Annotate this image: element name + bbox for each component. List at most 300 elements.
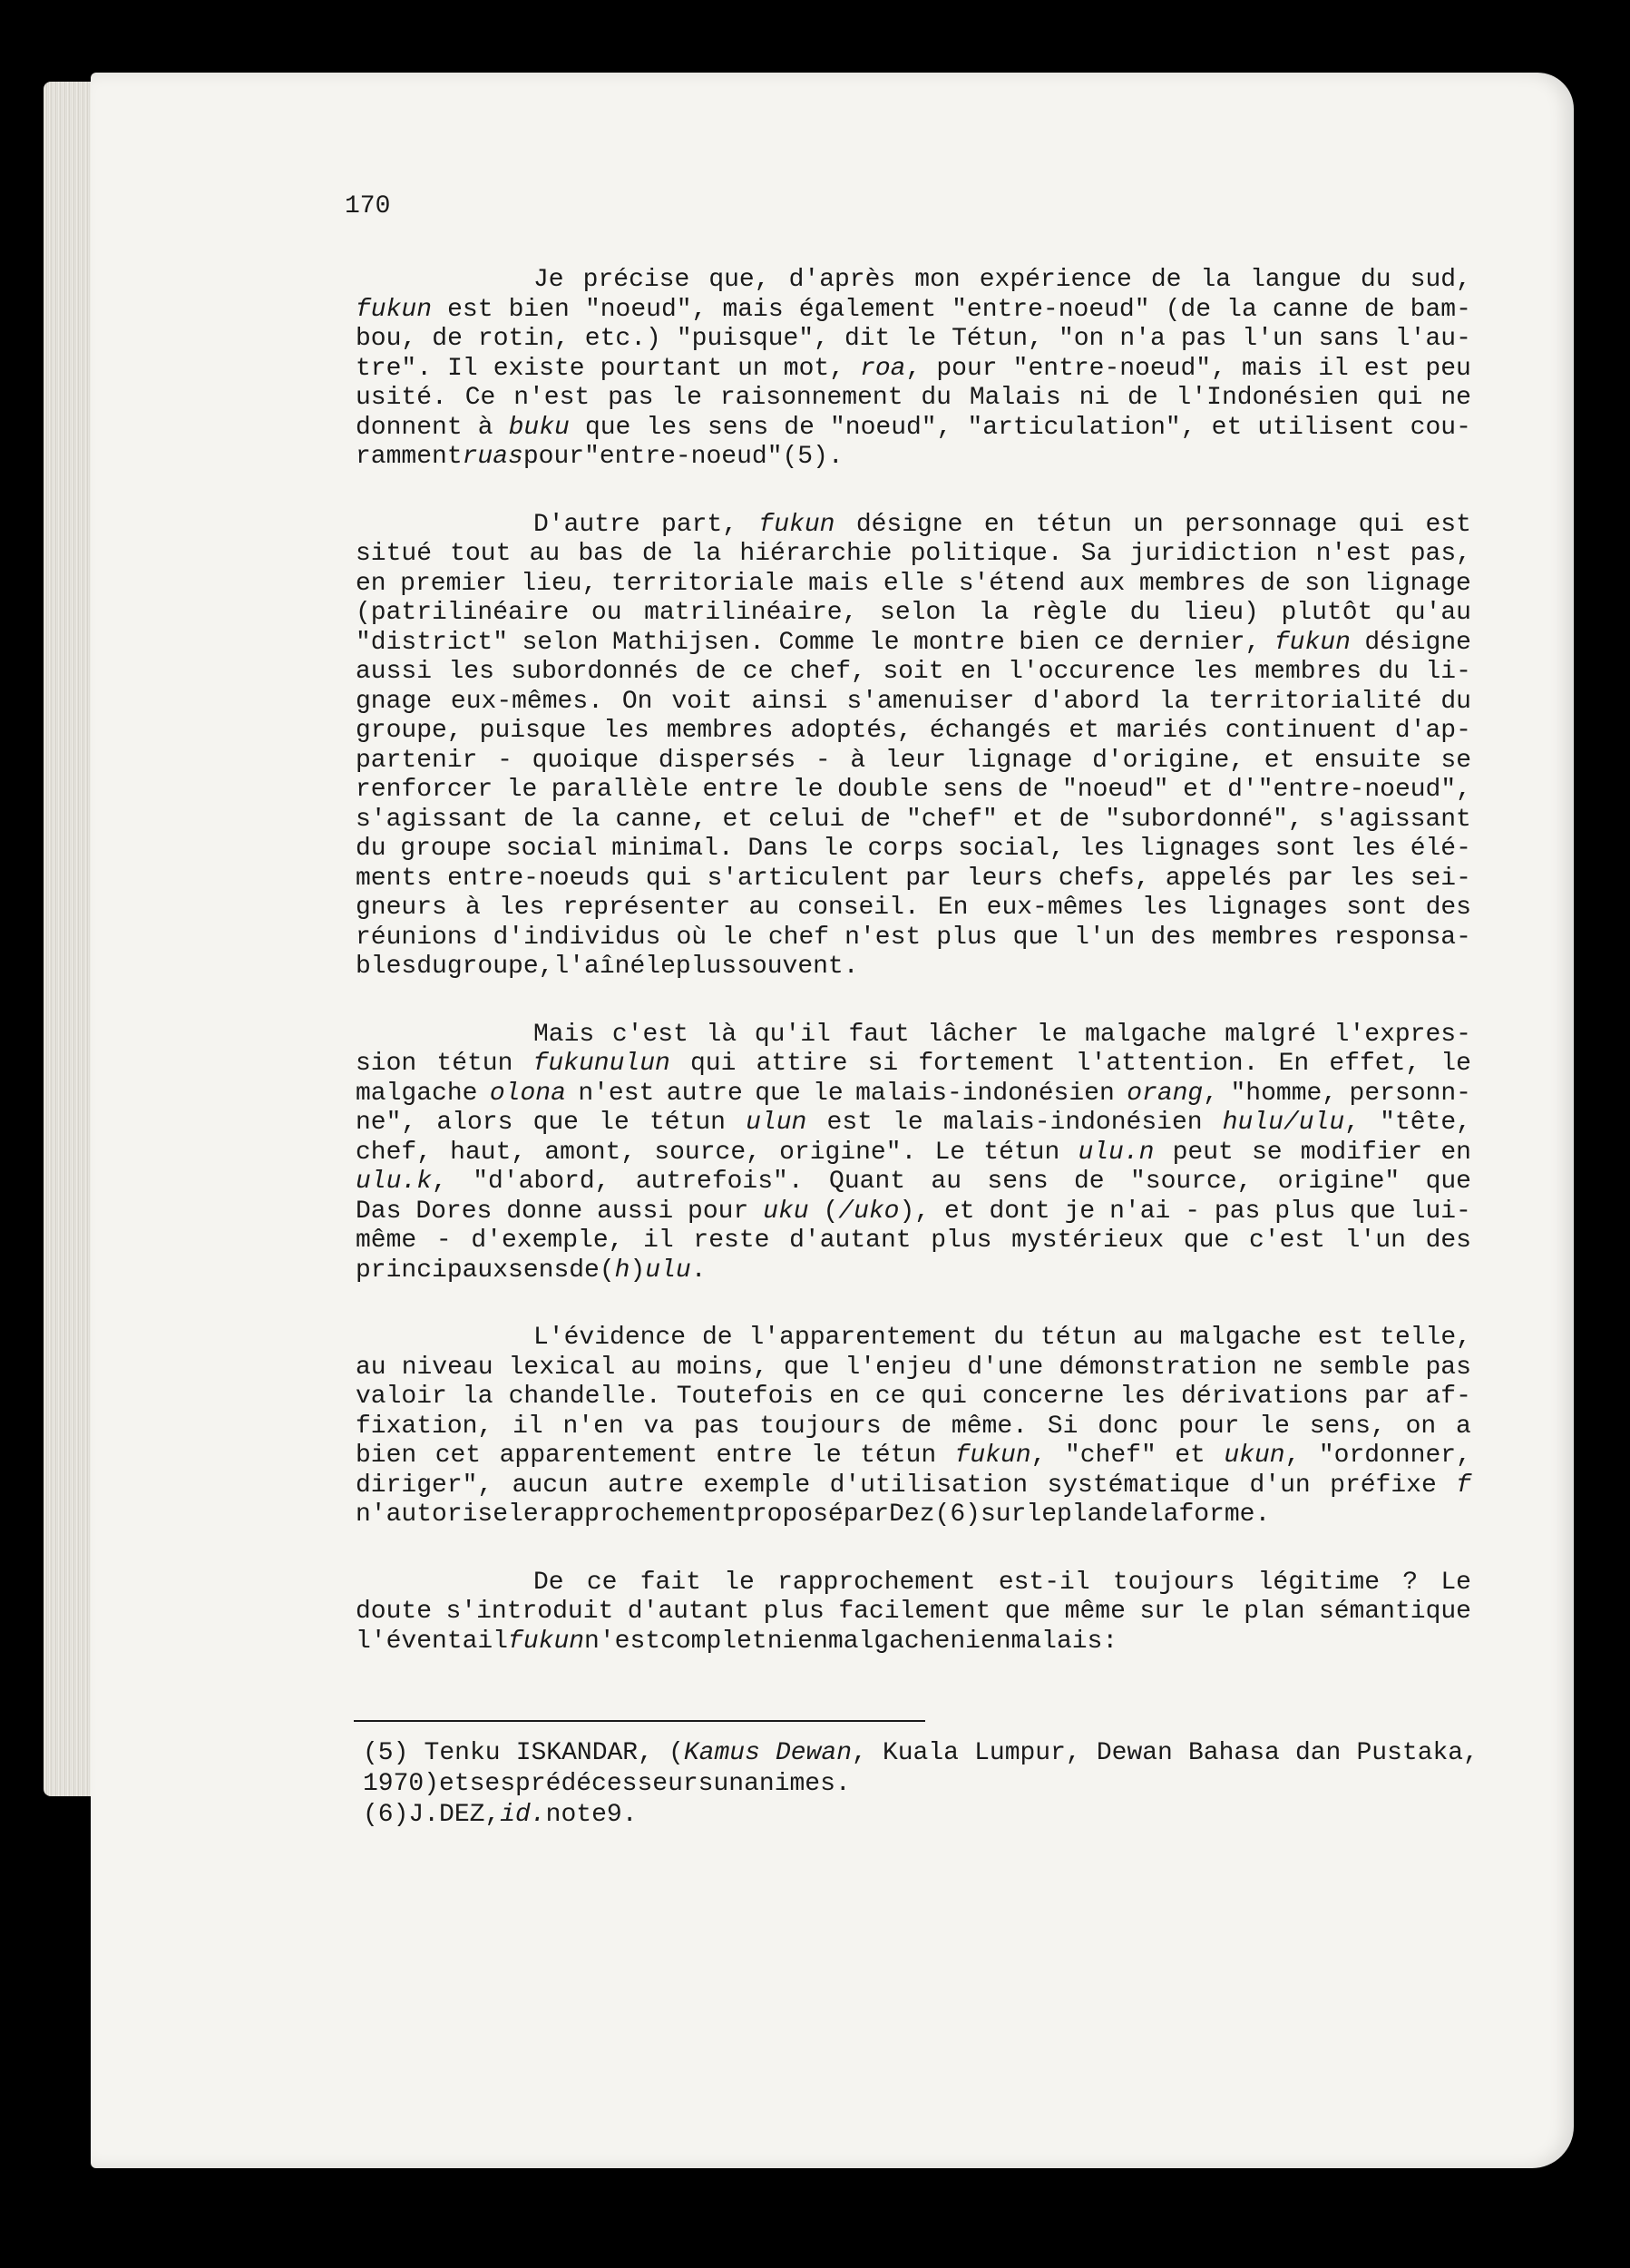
word: gnage bbox=[356, 687, 433, 716]
word: bien bbox=[1019, 628, 1080, 657]
word: aussi bbox=[597, 1197, 674, 1226]
word: Ce bbox=[464, 384, 496, 412]
paragraph-gap bbox=[356, 473, 1471, 511]
word: politique. bbox=[910, 540, 1063, 568]
word: l'au- bbox=[1394, 325, 1471, 353]
word: dérivations bbox=[1181, 1383, 1349, 1411]
word: rapprochement bbox=[777, 1568, 976, 1597]
word: ulu.n bbox=[1078, 1138, 1155, 1167]
word: tout bbox=[450, 540, 512, 568]
text-line bbox=[356, 688, 1471, 718]
word: l'un bbox=[1242, 325, 1303, 353]
word: l'enjeu bbox=[844, 1353, 952, 1382]
word: malais-indonésien bbox=[855, 1079, 1115, 1108]
word: hulu/ulu, bbox=[1222, 1109, 1360, 1137]
word: leurs bbox=[966, 864, 1043, 893]
word: des bbox=[1425, 1227, 1471, 1255]
word: le bbox=[813, 1079, 844, 1108]
word: d'une bbox=[967, 1353, 1044, 1382]
word: fixation, bbox=[356, 1412, 493, 1441]
word: eux-mêmes bbox=[986, 894, 1124, 922]
word: les bbox=[1192, 658, 1238, 686]
text-line bbox=[356, 325, 1471, 355]
word: raisonnement bbox=[719, 384, 903, 412]
word: est bbox=[826, 1109, 873, 1137]
footnote-separator bbox=[354, 1720, 925, 1722]
word: qui bbox=[1377, 384, 1423, 412]
word: rapprochement bbox=[538, 1501, 737, 1529]
word: toujours bbox=[759, 1412, 882, 1441]
word: les bbox=[646, 413, 692, 442]
word: malgache bbox=[356, 1079, 478, 1108]
word: "noeud", bbox=[584, 295, 708, 324]
word: des bbox=[1425, 894, 1471, 922]
paragraph bbox=[356, 511, 1471, 982]
word: entre-noeuds bbox=[447, 864, 630, 893]
word: sur bbox=[1139, 1598, 1186, 1626]
word: af- bbox=[1425, 1383, 1471, 1411]
word: pas bbox=[1180, 325, 1227, 353]
text-line bbox=[356, 1227, 1471, 1256]
word: olona bbox=[489, 1079, 566, 1108]
word: sens bbox=[942, 776, 1004, 804]
word: sémantique bbox=[1318, 1598, 1471, 1626]
word: donc bbox=[1098, 1412, 1159, 1441]
word: que bbox=[532, 1109, 579, 1137]
word: tétun bbox=[983, 1138, 1060, 1167]
word: du bbox=[993, 1324, 1025, 1352]
word: l'un bbox=[1344, 1227, 1406, 1255]
word: selon bbox=[880, 599, 957, 627]
word: Tenku bbox=[424, 1739, 501, 1767]
word: sur bbox=[980, 1501, 1027, 1529]
text-line bbox=[356, 1139, 1471, 1168]
word: malais-indonésien bbox=[942, 1109, 1203, 1137]
word: la bbox=[1158, 687, 1190, 716]
word: apparentement bbox=[499, 1442, 698, 1470]
word: plan bbox=[1244, 1598, 1305, 1626]
word: f bbox=[1456, 1471, 1471, 1500]
word: lignage bbox=[965, 746, 1073, 775]
word: d'utilisation bbox=[829, 1471, 1029, 1500]
text-line bbox=[356, 1598, 1471, 1628]
word: partenir bbox=[356, 746, 478, 775]
word: l'aîné bbox=[553, 953, 646, 981]
word: que bbox=[1183, 1227, 1230, 1255]
word: les bbox=[1119, 1383, 1166, 1411]
word: de bbox=[901, 1412, 932, 1441]
word: unanimes. bbox=[713, 1770, 851, 1798]
word: usité. bbox=[356, 384, 447, 412]
word: J. bbox=[408, 1801, 440, 1829]
word: hiérarchie bbox=[739, 540, 893, 568]
word: - bbox=[435, 1227, 452, 1255]
word: Dewan bbox=[1096, 1739, 1173, 1767]
word: je bbox=[1064, 1197, 1096, 1226]
word: ses bbox=[469, 1770, 516, 1798]
text-line bbox=[356, 865, 1471, 894]
word: la bbox=[978, 599, 1010, 627]
word: est bbox=[1363, 354, 1410, 383]
word: a bbox=[1456, 1412, 1471, 1441]
word: sens bbox=[508, 1256, 570, 1285]
word: aux bbox=[1079, 569, 1126, 598]
word: fukunulun bbox=[532, 1050, 670, 1078]
word: Il bbox=[447, 354, 478, 383]
word: par bbox=[843, 1501, 890, 1529]
word: pas bbox=[608, 384, 654, 412]
word: mystérieux bbox=[1011, 1227, 1165, 1255]
word: origine" bbox=[1277, 1168, 1401, 1196]
word: le bbox=[905, 325, 937, 353]
word: pas bbox=[1425, 1353, 1471, 1382]
word: de bbox=[1059, 805, 1090, 834]
word: la bbox=[1200, 266, 1232, 294]
text-line bbox=[356, 570, 1471, 600]
word: groupe bbox=[400, 835, 493, 863]
word: diriger", bbox=[356, 1471, 493, 1500]
word: continuent bbox=[1225, 717, 1378, 745]
word: bien bbox=[508, 295, 570, 324]
word: au bbox=[630, 1353, 661, 1382]
word: au bbox=[356, 1353, 386, 1382]
word: - bbox=[1185, 1197, 1201, 1226]
word: l'occurence bbox=[1008, 658, 1176, 686]
word: 1970) bbox=[363, 1770, 440, 1798]
word: ainsi bbox=[751, 687, 828, 716]
word: malgache bbox=[1179, 1324, 1302, 1352]
word: qui bbox=[1358, 510, 1405, 539]
word: faut bbox=[848, 1020, 910, 1049]
word: au bbox=[931, 1168, 962, 1196]
word: part, bbox=[661, 510, 738, 539]
word: Dores bbox=[415, 1197, 493, 1226]
text-line bbox=[356, 835, 1471, 865]
word: l'apparentement bbox=[748, 1324, 978, 1352]
text-line bbox=[356, 443, 1471, 473]
word: "noeud" bbox=[1061, 776, 1169, 804]
word: ou bbox=[591, 599, 622, 627]
word: s'amenuiser bbox=[846, 687, 1015, 716]
word: de bbox=[1118, 1501, 1148, 1529]
word: s'étend bbox=[958, 569, 1066, 598]
word: par bbox=[905, 864, 952, 893]
word: Si bbox=[1047, 1412, 1079, 1441]
word: haut, bbox=[450, 1138, 527, 1167]
word: les bbox=[1079, 835, 1125, 863]
word: lignage bbox=[1364, 569, 1471, 598]
word: uku bbox=[763, 1197, 809, 1226]
word: leur bbox=[884, 746, 947, 775]
word: qu'il bbox=[754, 1020, 831, 1049]
text-line bbox=[356, 629, 1471, 659]
word: sei- bbox=[1410, 864, 1471, 893]
word: fortement bbox=[918, 1050, 1056, 1078]
word: et bbox=[1211, 413, 1243, 442]
word: règle bbox=[1030, 599, 1108, 627]
word: cou- bbox=[1410, 413, 1471, 442]
word: le bbox=[792, 776, 824, 804]
word: d'un bbox=[1249, 1471, 1311, 1500]
word: il bbox=[1318, 354, 1349, 383]
word: membres bbox=[1211, 923, 1319, 952]
word: fukun bbox=[508, 1627, 585, 1656]
word: est bbox=[1317, 1324, 1364, 1352]
word: "entre-noeud", bbox=[1012, 354, 1226, 383]
word: d'origine, bbox=[1092, 746, 1245, 775]
word: sens bbox=[707, 413, 769, 442]
word: n'ai bbox=[1109, 1197, 1171, 1226]
word: membres bbox=[1254, 658, 1362, 686]
word: et bbox=[722, 805, 754, 834]
word: le bbox=[506, 776, 538, 804]
word: désigne bbox=[855, 510, 963, 539]
word: est-il bbox=[998, 1568, 1090, 1597]
word: désigne bbox=[1364, 628, 1471, 657]
word: modifier bbox=[1300, 1138, 1423, 1167]
word: doute bbox=[356, 1598, 433, 1626]
word: sud, bbox=[1410, 266, 1471, 294]
word: autrefois". bbox=[635, 1168, 804, 1196]
word: ulun bbox=[746, 1109, 807, 1137]
word: en bbox=[980, 1627, 1011, 1656]
word: les bbox=[498, 894, 545, 922]
word: sens bbox=[987, 1168, 1049, 1196]
footnote-line bbox=[363, 1738, 1479, 1769]
word: de bbox=[523, 805, 554, 834]
word: plus bbox=[763, 1598, 825, 1626]
word: pour bbox=[688, 1197, 749, 1226]
word: qui bbox=[921, 1383, 967, 1411]
word: valoir bbox=[356, 1383, 447, 1411]
word: l'éventail bbox=[356, 1627, 509, 1656]
word: Mathijsen. bbox=[611, 628, 765, 657]
word: amont, bbox=[544, 1138, 637, 1167]
word: "puisque", bbox=[676, 325, 829, 353]
word: au bbox=[1132, 1324, 1164, 1352]
word: Kuala bbox=[882, 1739, 959, 1767]
word: li- bbox=[1425, 658, 1471, 686]
word: Le bbox=[934, 1138, 966, 1167]
word: malais bbox=[1010, 1627, 1103, 1656]
word: le bbox=[811, 1442, 842, 1470]
text-line bbox=[356, 1569, 1471, 1598]
word: entre bbox=[716, 1442, 793, 1470]
word: le bbox=[722, 923, 753, 952]
word: l'un bbox=[1074, 923, 1136, 952]
word: celui bbox=[768, 805, 845, 834]
body-text bbox=[356, 266, 1471, 1657]
word: D'autre bbox=[533, 510, 640, 539]
word: aussi bbox=[356, 658, 433, 686]
text-line bbox=[356, 355, 1471, 385]
word: "homme, bbox=[1230, 1079, 1338, 1108]
word: (6) bbox=[363, 1801, 409, 1829]
word: social bbox=[505, 835, 598, 863]
word: "tête, bbox=[1380, 1109, 1471, 1137]
word: démonstration bbox=[1059, 1353, 1257, 1382]
word: tétun bbox=[436, 1050, 513, 1078]
word: territorialité bbox=[1208, 687, 1422, 716]
word: en bbox=[961, 658, 991, 686]
word: reste bbox=[693, 1227, 770, 1255]
word: prédécesseurs bbox=[515, 1770, 714, 1798]
word: un bbox=[737, 354, 768, 383]
word: n'en bbox=[562, 1412, 624, 1441]
word: lâcher bbox=[927, 1020, 1020, 1049]
word: de bbox=[1260, 569, 1291, 598]
word: son bbox=[1304, 569, 1351, 598]
word: chef bbox=[767, 923, 830, 952]
word: le bbox=[508, 1501, 539, 1529]
word: Comme bbox=[778, 628, 855, 657]
word: le bbox=[671, 384, 702, 412]
word: de bbox=[569, 1256, 600, 1285]
word: malgache bbox=[827, 1627, 951, 1656]
word: existe bbox=[493, 354, 585, 383]
word: en bbox=[983, 510, 1015, 539]
word: en bbox=[356, 569, 386, 598]
word: ? bbox=[1402, 1568, 1419, 1597]
word: complet bbox=[660, 1627, 767, 1656]
word: Mais bbox=[533, 1020, 595, 1049]
word: chefs, bbox=[1058, 864, 1150, 893]
word: la bbox=[1147, 1501, 1179, 1529]
word: buku bbox=[508, 413, 570, 442]
word: renforcer bbox=[356, 776, 493, 804]
word: bam- bbox=[1410, 295, 1471, 324]
word: ulu.k, bbox=[356, 1168, 447, 1196]
word: membres bbox=[1138, 569, 1246, 598]
word: dan bbox=[1294, 1739, 1342, 1767]
word: orang, bbox=[1127, 1079, 1219, 1108]
text-line bbox=[356, 1501, 1471, 1530]
word: par bbox=[1363, 1383, 1410, 1411]
word: là bbox=[706, 1020, 737, 1049]
word: et bbox=[1183, 776, 1214, 804]
text-line bbox=[356, 658, 1471, 688]
word: autre bbox=[608, 1471, 685, 1500]
word: si bbox=[867, 1050, 899, 1078]
word: que bbox=[1004, 1598, 1051, 1626]
text-line bbox=[356, 384, 1471, 414]
word: on bbox=[1405, 1412, 1437, 1441]
word: de bbox=[641, 540, 673, 568]
word: premier bbox=[400, 569, 507, 598]
word: sion bbox=[356, 1050, 417, 1078]
word: Toutefois bbox=[676, 1383, 814, 1411]
text-line bbox=[356, 1021, 1471, 1051]
word: dernier, bbox=[1137, 628, 1261, 657]
text-line bbox=[356, 1050, 1471, 1080]
word: conseil. bbox=[797, 894, 920, 922]
word: ce bbox=[742, 658, 774, 686]
word: minimal. bbox=[611, 835, 734, 863]
word: groupe, bbox=[356, 717, 463, 745]
word: lignages bbox=[1138, 835, 1262, 863]
word: ne bbox=[1272, 1353, 1303, 1382]
word: réunions bbox=[356, 923, 478, 952]
word: échangés bbox=[929, 717, 1052, 745]
word: semble bbox=[1318, 1353, 1410, 1382]
word: adoptés, bbox=[790, 717, 913, 745]
word: Quant bbox=[829, 1168, 906, 1196]
word: DEZ, bbox=[439, 1801, 501, 1829]
word: sont bbox=[1274, 835, 1336, 863]
word: "entre-noeud" bbox=[584, 443, 783, 471]
word: mon bbox=[914, 266, 961, 294]
word: "chef" bbox=[905, 805, 998, 834]
word: concerne bbox=[982, 1383, 1105, 1411]
word: groupe, bbox=[446, 953, 554, 981]
word: lieu, bbox=[521, 569, 598, 598]
word: mais bbox=[722, 295, 784, 324]
word: (patrilinéaire bbox=[356, 599, 570, 627]
word: de bbox=[695, 658, 727, 686]
word: fukun bbox=[356, 295, 433, 324]
word: qui bbox=[645, 864, 692, 893]
word: d'exemple, bbox=[471, 1227, 624, 1255]
word: et bbox=[1264, 746, 1295, 775]
paragraph-gap bbox=[356, 982, 1471, 1021]
word: en bbox=[829, 1383, 860, 1411]
word: chef, bbox=[789, 658, 866, 686]
word: 9. bbox=[606, 1801, 638, 1829]
word: bien bbox=[356, 1442, 417, 1470]
word: peut bbox=[1172, 1138, 1234, 1167]
text-line bbox=[356, 1354, 1471, 1383]
word: personnage bbox=[1185, 510, 1338, 539]
word: langue bbox=[1250, 266, 1342, 294]
word: situé bbox=[356, 540, 433, 568]
text-line bbox=[356, 540, 1471, 570]
word: à bbox=[477, 413, 493, 442]
word: mariés bbox=[1116, 717, 1208, 745]
word: exemple bbox=[703, 1471, 811, 1500]
word: s'agissant bbox=[1318, 805, 1471, 834]
word: d'ap- bbox=[1394, 717, 1471, 745]
word: c'est bbox=[1248, 1227, 1325, 1255]
word: se bbox=[1440, 746, 1471, 775]
word: etc.) bbox=[584, 325, 661, 353]
word: et bbox=[1069, 717, 1099, 745]
word: eux-mêmes. bbox=[450, 687, 603, 716]
word: le bbox=[868, 628, 900, 657]
word: (de bbox=[1165, 295, 1212, 324]
text-line bbox=[356, 1109, 1471, 1139]
footnote-line bbox=[363, 1769, 1479, 1800]
word: forme. bbox=[1178, 1501, 1271, 1529]
word: plus bbox=[936, 923, 998, 952]
word: canne, bbox=[615, 805, 708, 834]
word: les bbox=[448, 658, 494, 686]
text-line bbox=[356, 717, 1471, 747]
word: tétun bbox=[1039, 1324, 1117, 1352]
word: note bbox=[545, 1801, 607, 1829]
word: donnent bbox=[356, 413, 463, 442]
word: "entre-noeud" bbox=[952, 295, 1150, 324]
word: dont bbox=[989, 1197, 1050, 1226]
word: juridiction bbox=[1129, 540, 1298, 568]
word: de bbox=[432, 325, 463, 353]
paragraph bbox=[356, 1324, 1471, 1530]
word: "on bbox=[1058, 325, 1105, 353]
word: pour bbox=[1178, 1412, 1240, 1441]
text-line bbox=[356, 924, 1471, 953]
word: principaux bbox=[356, 1256, 509, 1285]
page-number: 170 bbox=[345, 192, 391, 220]
word: Lumpur, bbox=[974, 1739, 1081, 1767]
